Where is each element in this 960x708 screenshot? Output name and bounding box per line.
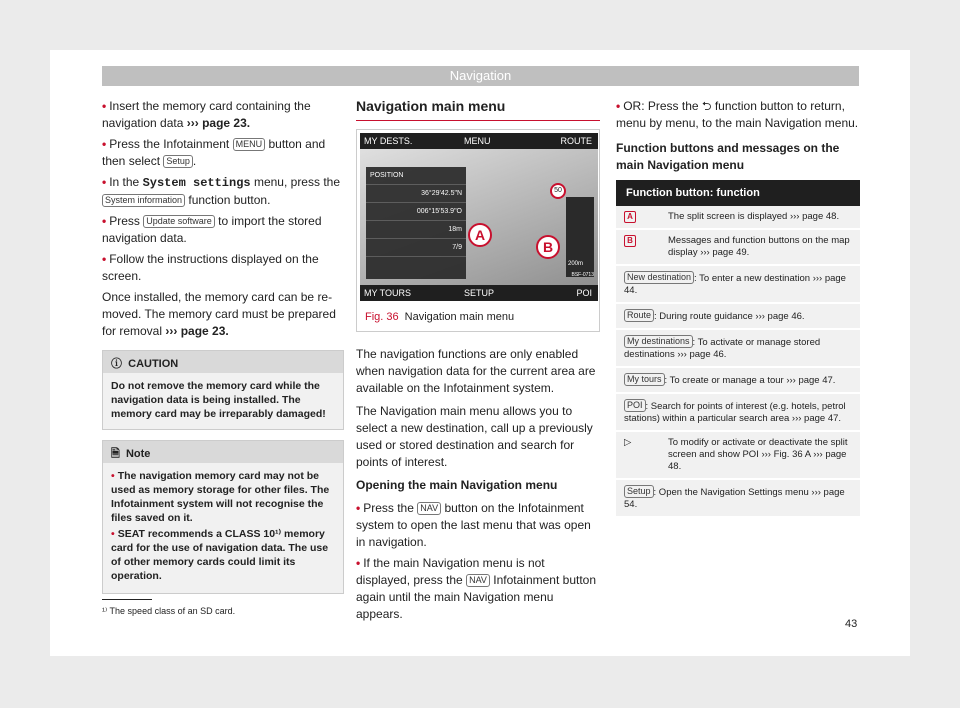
step-insert-card: • Insert the memory card containing the navigation data ››› page 23. xyxy=(102,99,311,130)
figure-36 xyxy=(356,129,600,332)
step-return: • OR: Press the ⮌ function button to return, menu by menu, to the main Navigation menu. xyxy=(616,99,859,130)
setup-key[interactable]: Setup xyxy=(163,155,193,168)
step-press-nav: • Press the NAV button on the Infotainment system to open the last menu that was open in navigation. xyxy=(356,501,591,549)
table-header: Function button: function xyxy=(616,180,860,206)
footnote: ¹⁾ The speed class of an SD card. xyxy=(102,606,236,616)
note-icon: 🗎 xyxy=(111,448,120,460)
label-a: A xyxy=(624,211,636,223)
table-row: B Messages and function buttons on the map display ››› page 49. xyxy=(616,230,860,266)
poi-button[interactable]: POI xyxy=(624,399,646,412)
menu-description: The Navigation main menu allows you to select a new destination, call up a previously used or stored destination and search for points of interest. xyxy=(356,404,593,469)
footnote-rule xyxy=(102,599,152,600)
table-row: ▷ To modify or activate or deactivate the split screen and show POI ››› Fig. 36 A ››› page 48. xyxy=(616,432,860,480)
column-left xyxy=(102,98,344,594)
removal-paragraph: Once installed, the memory card can be re-moved. The memory card must be prepared for removal ››› page 23. xyxy=(102,290,336,338)
split-screen-icon: ▷ xyxy=(624,437,632,448)
page-header: Navigation xyxy=(102,66,859,86)
menu-key[interactable]: MENU xyxy=(233,138,266,151)
step-press-nav-again: • If the main Navigation menu is not displayed, press the NAV Infotainment button again until the main Navigation menu appears. xyxy=(356,556,597,621)
step-update-software: • Press Update software to import the stored navigation data. xyxy=(102,214,322,245)
table-row: My tours : To create or manage a tour ››› page 47. xyxy=(616,368,860,394)
label-b: B xyxy=(624,235,636,247)
caution-icon: ⓘ xyxy=(111,358,122,370)
note-box: 🗎 Note • The navigation memory card may not be used as memory storage for other files. The Infotainment system will not recognise the files saved on it. • SEAT recommends a CLASS 10¹⁾ memory card for the use of navigation data. The use of other memory cards could limit its operation. xyxy=(102,440,344,594)
caution-box: ⓘ CAUTION Do not remove the memory card while the navigation data is being installed. The memory card may be irreparably damaged! xyxy=(102,350,344,430)
navigation-screen-image: MY DESTS. MENU ROUTE POSITION 36°29'42.5"N 006°15'53.9"O 18m 7/9 50 200m A B MY TOURS SETUP POI BSF-0713 xyxy=(360,133,598,301)
column-right xyxy=(616,98,860,518)
table-row: Route : During route guidance ››› page 46. xyxy=(616,304,860,330)
table-row: New destination : To enter a new destination ››› page 44. xyxy=(616,266,860,304)
speed-limit-sign: 50 xyxy=(550,183,566,199)
step-follow-instructions: • Follow the instructions displayed on the screen. xyxy=(102,252,319,283)
manual-page xyxy=(50,50,910,656)
step-press-menu: • Press the Infotainment MENU button and then select Setup . xyxy=(102,137,326,168)
table-row: A The split screen is displayed ››› page 48. xyxy=(616,206,860,230)
route-button[interactable]: Route xyxy=(624,309,654,322)
new-destination-button[interactable]: New destination xyxy=(624,271,694,284)
system-information-key[interactable]: System information xyxy=(102,194,185,207)
page-number: 43 xyxy=(845,618,858,630)
callout-b: B xyxy=(536,235,560,259)
step-system-settings: • In the System settings menu, press the System information function button. xyxy=(102,175,340,207)
nav-key-2[interactable]: NAV xyxy=(466,574,490,587)
map-side-buttons: 200m xyxy=(566,197,594,277)
function-table xyxy=(616,206,860,518)
function-buttons-heading: Function buttons and messages on the main Navigation menu xyxy=(616,141,840,172)
setup-button[interactable]: Setup xyxy=(624,485,654,498)
callout-a: A xyxy=(468,223,492,247)
table-row: POI : Search for points of interest (e.g. hotels, petrol stations) within a particular search area ››› page 47. xyxy=(616,394,860,432)
nav-key[interactable]: NAV xyxy=(417,502,441,515)
figure-caption: Fig. 36 Navigation main menu xyxy=(365,311,515,323)
table-row: My destinations : To activate or manage stored destinations ››› page 46. xyxy=(616,330,860,368)
table-row: Setup : Open the Navigation Settings menu ››› page 54. xyxy=(616,480,860,518)
my-tours-button[interactable]: My tours xyxy=(624,373,665,386)
intro-paragraph: The navigation functions are only enabled when navigation data for the current area are available on the Infotainment system. xyxy=(356,347,596,395)
column-middle xyxy=(356,98,600,627)
position-panel: POSITION 36°29'42.5"N 006°15'53.9"O 18m 7/9 xyxy=(366,167,466,279)
update-software-key[interactable]: Update software xyxy=(143,215,215,228)
opening-heading: Opening the main Navigation menu xyxy=(356,478,558,492)
my-destinations-button[interactable]: My destinations xyxy=(624,335,693,348)
section-title: Navigation main menu xyxy=(356,98,600,121)
